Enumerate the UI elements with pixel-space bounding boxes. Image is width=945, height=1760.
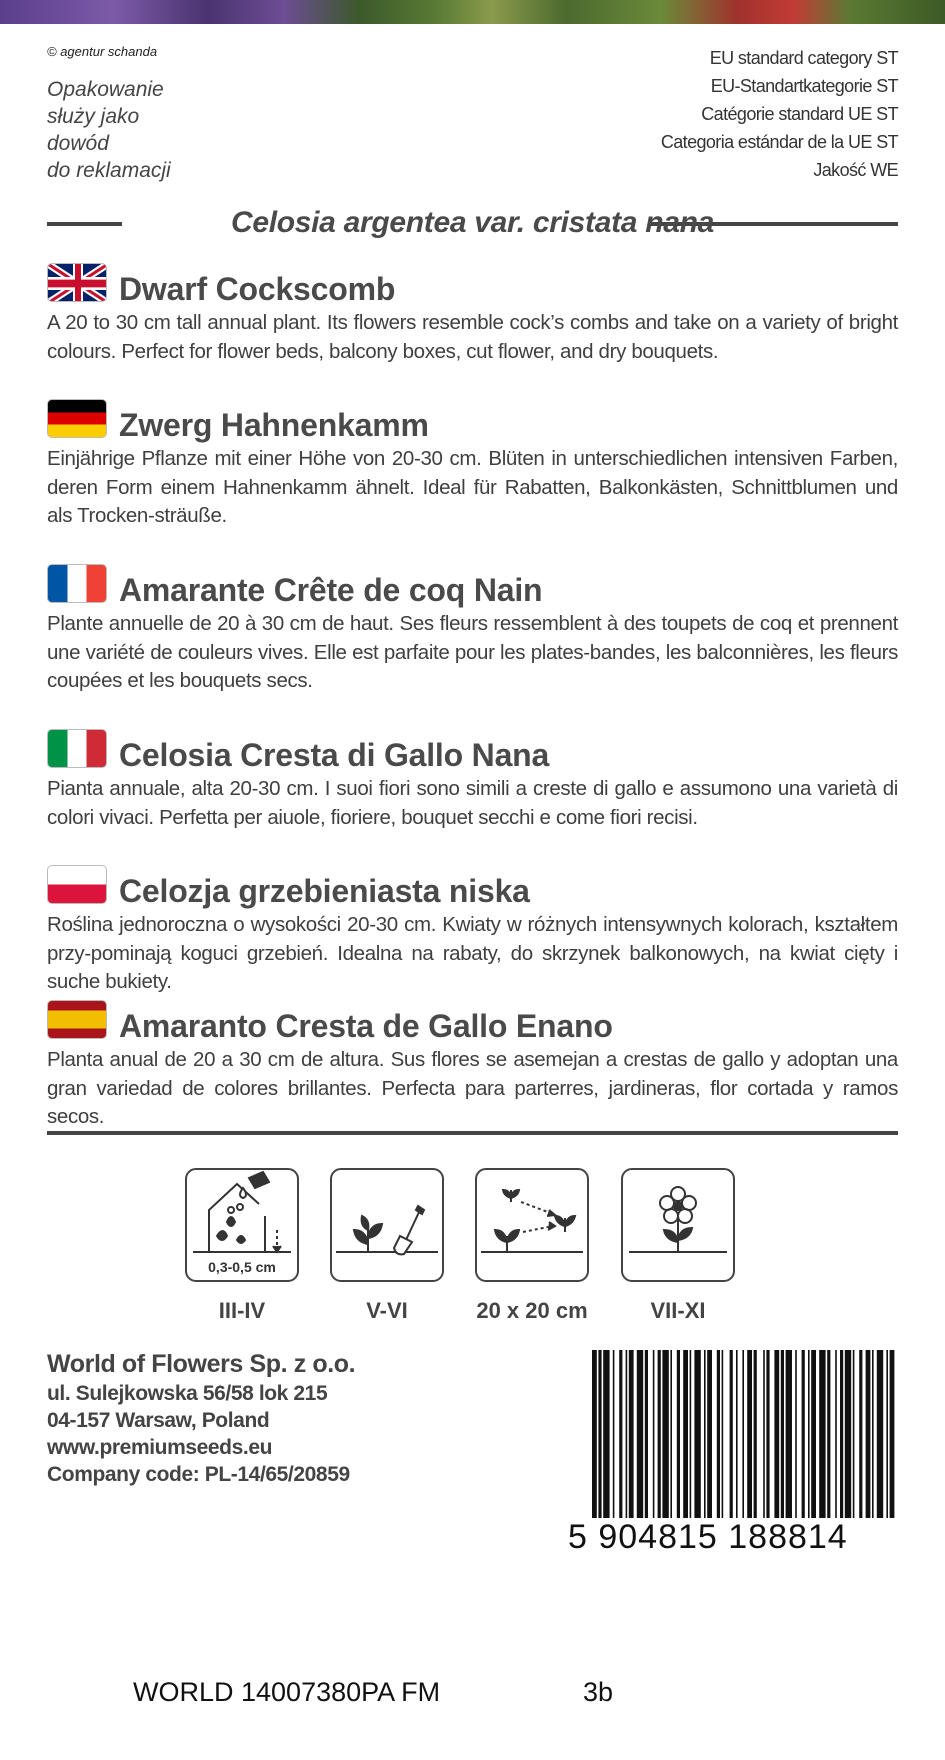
standard-line: Jakość WE xyxy=(813,160,898,180)
copyright-notice: © agentur schanda xyxy=(47,44,158,59)
flowering-period-label: VII-XI xyxy=(650,1298,706,1323)
standard-line: EU-Standartkategorie ST xyxy=(710,76,898,96)
company-info xyxy=(47,1348,355,1488)
barcode-bar xyxy=(707,1350,712,1518)
barcode-bar xyxy=(704,1350,706,1518)
barcode-bar xyxy=(742,1350,744,1518)
it-flag-icon xyxy=(47,729,107,768)
claim-line: Opakowanie xyxy=(47,78,164,101)
description-fr: Plante annuelle de 20 à 30 cm de haut. Ses fleurs ressemblent à des toupets de coq et prennent une variété de couleurs vives. Elle est parfaite pour les plates-bandes, les balconnières, les fleurs coupées et les bouquets secs. xyxy=(47,612,898,692)
barcode-bar xyxy=(670,1350,672,1518)
section-divider xyxy=(47,1131,898,1135)
es-flag-icon xyxy=(47,1000,107,1039)
language-section-de xyxy=(47,399,898,531)
barcode-bar xyxy=(859,1350,862,1518)
photo-strip xyxy=(0,0,945,24)
print-version: 3b xyxy=(583,1677,614,1707)
sowing-period-label: III-IV xyxy=(218,1298,266,1323)
transplant-period-label: V-VI xyxy=(366,1298,408,1323)
company-city: 04-157 Warsaw, Poland xyxy=(47,1409,270,1432)
barcode-bar xyxy=(730,1350,733,1518)
barcode-bar xyxy=(835,1350,837,1518)
common-name-de: Zwerg Hahnenkamm xyxy=(119,407,429,443)
barcode-bar xyxy=(763,1350,765,1518)
common-name-pl: Celozja grzebieniasta niska xyxy=(119,873,530,909)
fr-flag-icon xyxy=(47,564,107,603)
barcode-bar xyxy=(811,1350,816,1518)
spacing-label: 20 x 20 cm xyxy=(476,1298,588,1323)
barcode-bar xyxy=(747,1350,752,1518)
barcode-bar xyxy=(795,1350,797,1518)
claim-line: dowód xyxy=(47,132,109,155)
complaint-notice xyxy=(47,76,171,184)
barcode-bar xyxy=(866,1350,871,1518)
barcode-bar xyxy=(619,1350,622,1518)
description-de: Einjährige Pflanze mit einer Höhe von 20-30 cm. Blüten in unterschiedlichen intensiven Farben, deren Form einem Hahnenkamm ähnelt. Ideal für Rabatten, Balkonkästen, Schnittblumen und als Trocken-sträuße. xyxy=(47,447,898,527)
company-website: www.premiumseeds.eu xyxy=(47,1436,273,1459)
standard-line: Categoria estándar de la UE ST xyxy=(660,132,898,152)
common-name-en: Dwarf Cockscomb xyxy=(119,271,396,307)
barcode-bar xyxy=(819,1350,825,1518)
claim-line: do reklamacji xyxy=(47,159,171,182)
barcode-bar xyxy=(653,1350,655,1518)
barcode-bar xyxy=(662,1350,668,1518)
language-section-it xyxy=(47,729,898,832)
description-it: Pianta annuale, alta 20-30 cm. I suoi fiori sono simili a creste di gallo e assumono una varietà di colori vivaci. Perfetta per aiuole, fioriere, bouquet secchi e come fiori recisi. xyxy=(47,777,898,829)
barcode-bar xyxy=(766,1350,769,1518)
language-section-en xyxy=(47,263,898,366)
eu-standard-block xyxy=(661,44,898,184)
standard-line: EU standard category ST xyxy=(709,48,898,68)
barcode-bar xyxy=(603,1350,609,1518)
barcode-bar xyxy=(683,1350,688,1518)
latin-name: Celosia argentea var. cristata nana xyxy=(230,206,715,239)
barcode-bar xyxy=(840,1350,843,1518)
barcode-bar xyxy=(629,1350,634,1518)
pl-flag-icon xyxy=(47,865,107,904)
barcode-bar xyxy=(694,1350,700,1518)
barcode-bar xyxy=(598,1350,601,1518)
common-name-es: Amaranto Cresta de Gallo Enano xyxy=(119,1008,613,1044)
barcode-bar xyxy=(722,1350,724,1518)
description-pl: Roślina jednoroczna o wysokości 20-30 cm. Kwiaty w różnych intensywnych kolorach, kształtem przy-pominają koguci grzebień. Idealna na rabaty, do skrzynek balkonowych, na kwiat cięty i suche bukiety. xyxy=(47,913,898,993)
barcode-digits: 5 904815 188814 xyxy=(568,1518,848,1556)
common-name-it: Celosia Cresta di Gallo Nana xyxy=(119,737,550,773)
barcode-bar xyxy=(717,1350,720,1518)
barcode-bar xyxy=(645,1350,648,1518)
common-name-fr: Amarante Crête de coq Nain xyxy=(119,572,543,608)
language-section-pl xyxy=(47,865,898,997)
barcode-bar xyxy=(808,1350,810,1518)
barcode-bar xyxy=(877,1350,883,1518)
indoor-sowing-icon xyxy=(185,1168,299,1282)
barcode-bar xyxy=(886,1350,888,1518)
company-name: World of Flowers Sp. z o.o. xyxy=(47,1350,356,1378)
description-es: Planta anual de 20 a 30 cm de altura. Sus flores se asemejan a crestas de gallo y adoptan una gran variedad de colores brillantes. Perfecta para parterres, jardineras, flor cortada y ramos secos. xyxy=(47,1048,898,1128)
barcode-bar xyxy=(736,1350,738,1518)
print-code: WORLD 14007380PA FM xyxy=(133,1677,441,1707)
spacing-icon xyxy=(475,1168,589,1282)
language-section-fr xyxy=(47,564,898,696)
language-section-es xyxy=(47,1000,898,1132)
sowing-depth-label: 0,3-0,5 cm xyxy=(208,1259,276,1275)
barcode-bar xyxy=(658,1350,661,1518)
barcode-bar xyxy=(592,1350,597,1518)
barcode-bar xyxy=(781,1350,784,1518)
company-code: Company code: PL-14/65/20859 xyxy=(47,1463,350,1486)
de-flag-icon xyxy=(47,399,107,438)
barcode-bar xyxy=(626,1350,628,1518)
barcode-bar xyxy=(677,1350,680,1518)
description-en: A 20 to 30 cm tall annual plant. Its flowers resemble cock’s combs and take on a variety of bright colours. Perfect for flower beds, balcony boxes, cut flower, and dry bouquets. xyxy=(47,311,898,363)
barcode-bar xyxy=(754,1350,757,1518)
latin-name-row xyxy=(47,206,898,240)
barcode-bar xyxy=(845,1350,851,1518)
uk-flag-icon xyxy=(47,263,107,302)
transplanting-icon xyxy=(330,1168,444,1282)
barcode-bar xyxy=(802,1350,805,1518)
flowering-icon xyxy=(621,1168,735,1282)
barcode-bar xyxy=(827,1350,830,1518)
barcode-bar xyxy=(774,1350,779,1518)
barcode-bar xyxy=(890,1350,895,1518)
barcode-bar xyxy=(613,1350,615,1518)
barcode-bar xyxy=(853,1350,855,1518)
barcode-bar xyxy=(872,1350,874,1518)
barcode-bar xyxy=(637,1350,643,1518)
barcode-bar xyxy=(786,1350,792,1518)
claim-line: służy jako xyxy=(47,105,140,128)
barcode-bar xyxy=(690,1350,692,1518)
company-street: ul. Sulejkowska 56/58 lok 215 xyxy=(47,1382,328,1405)
standard-line: Catégorie standard UE ST xyxy=(701,104,898,124)
